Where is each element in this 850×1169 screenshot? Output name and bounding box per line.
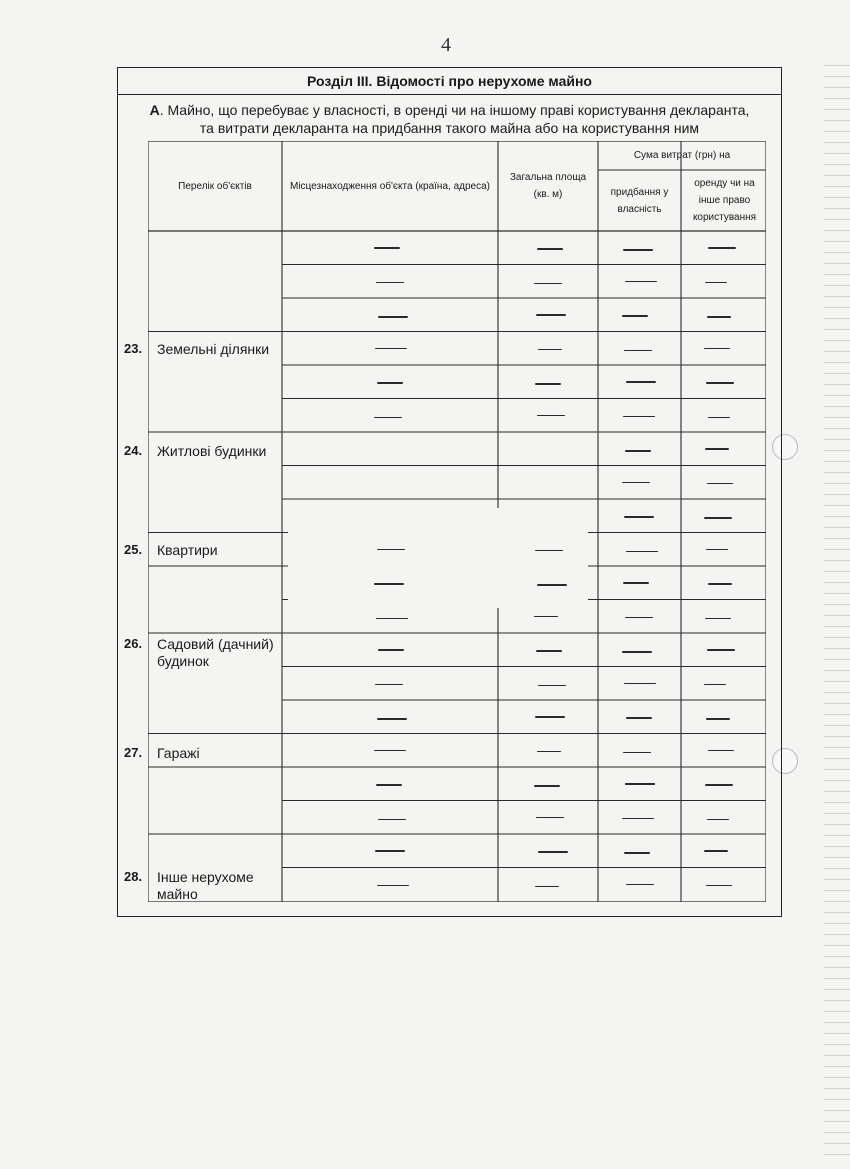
header-location: Місцезнаходження об'єкта (країна, адреса)	[290, 180, 490, 192]
empty-cell-mark	[376, 618, 408, 620]
empty-cell-mark	[624, 350, 652, 352]
empty-cell-mark	[623, 416, 655, 418]
empty-cell-mark	[538, 685, 566, 687]
section-title: Розділ III. Відомості про нерухоме майно	[118, 68, 781, 95]
empty-cell-mark	[708, 750, 734, 752]
empty-cell-mark	[377, 885, 409, 887]
empty-cell-mark	[625, 617, 653, 619]
empty-cell-mark	[624, 683, 656, 685]
empty-cell-mark	[537, 751, 561, 753]
row-number-28: 28.	[124, 869, 143, 884]
subtitle-line-1: . Майно, що перебуває у власності, в оренді чи на іншому праві користування декларанта,	[159, 102, 750, 118]
empty-cell-mark	[536, 650, 562, 652]
empty-cell-mark	[536, 817, 564, 819]
category-land-plots: Земельні ділянки	[157, 341, 270, 357]
page-number: 4	[441, 34, 451, 56]
empty-cell-mark	[705, 448, 729, 450]
empty-cell-mark	[537, 584, 567, 586]
empty-cell-mark	[377, 718, 407, 720]
empty-cell-mark	[625, 450, 651, 452]
header-area: Загальна площа (кв. м)	[509, 172, 587, 200]
empty-cell-mark	[708, 247, 736, 249]
empty-cell-mark	[622, 315, 648, 317]
subtitle-lead: А	[149, 102, 160, 118]
empty-cell-mark	[706, 382, 734, 384]
empty-cell-mark	[622, 482, 650, 484]
header-objects: Перелік об'єктів	[178, 180, 252, 192]
empty-cell-mark	[376, 784, 402, 786]
empty-cell-mark	[535, 550, 563, 552]
empty-cell-mark	[534, 785, 560, 787]
redacted-address	[288, 508, 588, 608]
empty-cell-mark	[626, 884, 654, 886]
empty-cell-mark	[378, 819, 406, 821]
empty-cell-mark	[374, 583, 404, 585]
empty-cell-mark	[707, 316, 731, 318]
empty-cell-mark	[624, 852, 650, 854]
header-expenses: Сума витрат (грн) на	[633, 150, 731, 161]
empty-cell-mark	[625, 281, 657, 283]
row-number-27: 27.	[124, 745, 143, 760]
empty-cell-mark	[624, 516, 654, 518]
row-number-26: 26.	[124, 636, 143, 651]
empty-cell-mark	[705, 282, 727, 284]
empty-cell-mark	[374, 417, 402, 419]
empty-cell-mark	[705, 618, 731, 620]
empty-cell-mark	[705, 784, 733, 786]
empty-cell-mark	[625, 783, 655, 785]
empty-cell-mark	[537, 248, 563, 250]
empty-cell-mark	[375, 348, 407, 350]
empty-cell-mark	[622, 818, 654, 820]
empty-cell-mark	[374, 247, 400, 249]
empty-cell-mark	[538, 349, 562, 351]
empty-cell-mark	[704, 517, 732, 519]
empty-cell-mark	[378, 649, 404, 651]
empty-cell-mark	[377, 382, 403, 384]
empty-cell-mark	[704, 684, 726, 686]
empty-cell-mark	[374, 750, 406, 752]
empty-cell-mark	[708, 417, 730, 419]
empty-cell-mark	[536, 314, 566, 316]
empty-cell-mark	[535, 886, 559, 888]
empty-cell-mark	[626, 717, 652, 719]
header-rent: оренду чи на інше право користування	[692, 178, 757, 223]
row-number-23: 23.	[124, 341, 143, 356]
category-apartments: Квартири	[157, 542, 218, 558]
binding-edge	[824, 60, 850, 1160]
empty-cell-mark	[534, 283, 562, 285]
empty-cell-mark	[375, 850, 405, 852]
empty-cell-mark	[626, 551, 658, 553]
section-frame	[117, 67, 782, 917]
empty-cell-mark	[704, 850, 728, 852]
empty-cell-mark	[378, 316, 408, 318]
row-number-24: 24.	[124, 443, 143, 458]
empty-cell-mark	[534, 616, 558, 618]
section-subtitle	[118, 101, 781, 137]
empty-cell-mark	[706, 718, 730, 720]
empty-cell-mark	[707, 483, 733, 485]
empty-cell-mark	[706, 549, 728, 551]
empty-cell-mark	[707, 649, 735, 651]
empty-cell-mark	[708, 583, 732, 585]
header-purchase: придбання у власність	[610, 186, 669, 215]
empty-cell-mark	[538, 851, 568, 853]
empty-cell-mark	[535, 383, 561, 385]
empty-cell-mark	[375, 684, 403, 686]
empty-cell-mark	[626, 381, 656, 383]
empty-cell-mark	[376, 282, 404, 284]
empty-cell-mark	[704, 348, 730, 350]
empty-cell-mark	[537, 415, 565, 417]
empty-cell-mark	[706, 885, 732, 887]
empty-cell-mark	[622, 651, 652, 653]
subtitle-line-2: та витрати декларанта на придбання такого майна або на користування ним	[199, 120, 700, 136]
row-number-25: 25.	[124, 542, 143, 557]
empty-cell-mark	[535, 716, 565, 718]
category-other-real-estate: Інше нерухоме майно	[157, 869, 254, 902]
empty-cell-mark	[623, 249, 653, 251]
empty-cell-mark	[707, 819, 729, 821]
empty-cell-mark	[377, 549, 405, 551]
category-summer-house: Садовий (дачний) будинок	[157, 636, 274, 669]
category-garages: Гаражі	[157, 745, 200, 761]
category-houses: Житлові будинки	[157, 443, 267, 459]
property-table	[124, 141, 766, 902]
empty-cell-mark	[623, 752, 651, 754]
empty-cell-mark	[623, 582, 649, 584]
